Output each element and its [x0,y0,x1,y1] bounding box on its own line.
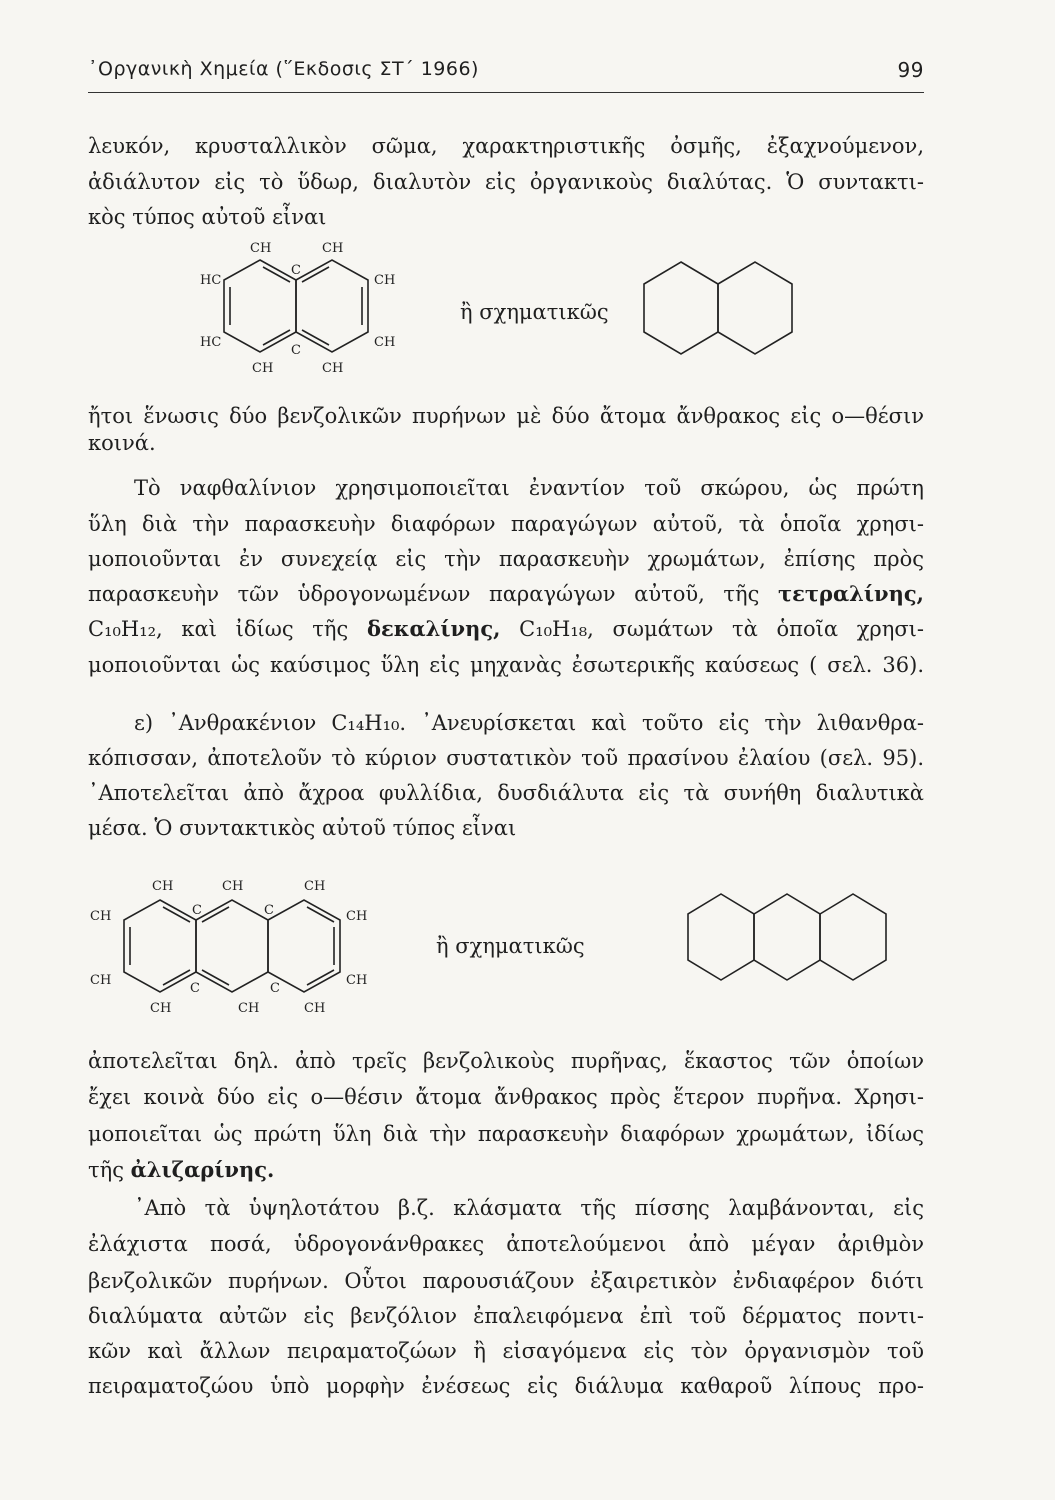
text-line [88,576,924,612]
naphthalene-structural-formula [190,232,420,392]
formula-tetralin: C₁₀H₁₂, [88,617,163,641]
formula-decalin: C₁₀H₁₈, [500,617,594,641]
atom-label: CH [150,1001,172,1016]
atom-label: C [264,903,274,918]
text-line: ἤτοι ἕνωσις δύο βενζολικῶν πυρήνων μὲ δύο ἄτομα ἄνθρακος εἰς ο—θέσιν [88,404,924,428]
text-line: διαλύματα αὐτῶν εἰς βενζόλιον ἐπαλειφόμενα ἐπὶ τοῦ δέρματος ποντι- [88,1304,924,1328]
text-line: κὸς τύπος αὐτοῦ εἶναι [88,205,327,229]
term-alizarin: ἀλιζαρίνης. [130,1157,275,1182]
text-line: πειραματοζώου ὑπὸ μορφὴν ἐνέσεως εἰς διάλυμα καθαροῦ λίπους προ- [88,1374,924,1398]
term-decalin: δεκαλίνης, [366,616,501,641]
text-line: βενζολικῶν πυρήνων. Οὗτοι παρουσιάζουν ἐξαιρετικὸν ἐνδιαφέρον διότι [88,1269,924,1293]
atom-label: CH [238,1001,260,1016]
text-line [88,611,924,647]
text-line: μοποιεῖται ὡς πρώτη ὕλη διὰ τὴν παρασκευὴν διαφόρων χρωμάτων, ἰδίως [88,1122,924,1146]
atom-label: CH [374,273,396,288]
atom-label: C [291,343,301,358]
text-line: ἐλάχιστα ποσά, ὑδρογονάνθρακες ἀποτελούμενοι ἀπὸ μέγαν ἀριθμὸν [88,1232,924,1256]
atom-label: CH [346,909,368,924]
atom-label: CH [90,909,112,924]
atom-label: CH [90,973,112,988]
text-line: μέσα. Ὁ συντακτικὸς αὐτοῦ τύπος εἶναι [88,816,517,840]
atom-label: C [270,981,280,996]
text-line: μοποιοῦνται ἐν συνεχείᾳ εἰς τὴν παρασκευὴν χρωμάτων, ἐπίσης πρὸς [88,547,924,571]
atom-label: CH [222,879,244,894]
schematic-label: ἢ σχηματικῶς [436,934,585,958]
atom-label: CH [374,335,396,350]
text-line [88,1152,924,1188]
text-span: παρασκευὴν τῶν ὑδρογονωμένων παραγώγων αὐτοῦ, τῆς [88,582,779,606]
atom-label: HC [200,273,222,288]
text-span: σωμάτων τὰ ὁποῖα χρησι- [593,617,925,641]
atom-label: HC [200,335,222,350]
text-line: ὕλη διὰ τὴν παρασκευὴν διαφόρων παραγώγων αὐτοῦ, τὰ ὁποῖα χρησι- [88,512,924,536]
text-line: Τὸ ναφθαλίνιον χρησιμοποιεῖται ἐναντίον τοῦ σκώρου, ὡς πρώτη [134,476,924,500]
anthracene-structural-formula [80,870,420,1030]
atom-label: CH [304,1001,326,1016]
text-line: κοινά. [88,431,156,455]
text-line: λευκόν, κρυσταλλικὸν σῶμα, χαρακτηριστικῆς ὀσμῆς, ἐξαχνούμενον, [88,134,924,158]
atom-label: CH [304,879,326,894]
text-line: ἀδιάλυτον εἰς τὸ ὕδωρ, διαλυτὸν εἰς ὀργανικοὺς διαλύτας. Ὁ συντακτι- [88,170,924,194]
atom-label: CH [346,973,368,988]
atom-label: CH [322,241,344,256]
atom-label: CH [322,361,344,376]
text-line: ε) ᾿Ανθρακένιον C₁₄H₁₀. ᾿Ανευρίσκεται καὶ τοῦτο εἰς τὴν λιθανθρα- [134,711,924,735]
atom-label: C [190,981,200,996]
page-number: 99 [897,58,924,82]
term-tetralin: τετραλίνης, [778,581,924,606]
text-span: καὶ ἰδίως τῆς [162,617,367,641]
text-line: ἔχει κοινὰ δύο εἰς ο—θέσιν ἄτομα ἄνθρακος πρὸς ἕτερον πυρῆνα. Χρησι- [88,1085,924,1109]
text-span: τῆς [88,1158,131,1182]
naphthalene-schematic [636,252,806,382]
atom-label: C [291,263,301,278]
text-line: μοποιοῦνται ὡς καύσιμος ὕλη εἰς μηχανὰς ἐσωτερικῆς καύσεως ( σελ. 36). [88,653,924,677]
text-line: ᾿Απὸ τὰ ὑψηλοτάτου β.ζ. κλάσματα τῆς πίσσης λαμβάνονται, εἰς [134,1196,924,1220]
running-header [88,56,924,88]
header-rule [88,92,924,93]
anthracene-schematic [680,880,910,1010]
schematic-label: ἢ σχηματικῶς [460,300,609,324]
running-title: ᾿Οργανικὴ Χημεία (῞Εκδοσις ΣΤ΄ 1966) [88,58,479,80]
atom-label: C [192,903,202,918]
text-line: ᾿Αποτελεῖται ἀπὸ ἄχροα φυλλίδια, δυσδιάλυτα εἰς τὰ συνήθη διαλυτικὰ [88,781,924,805]
atom-label: CH [250,241,272,256]
text-line: κῶν καὶ ἄλλων πειραματοζώων ἢ εἰσαγόμενα εἰς τὸν ὀργανισμὸν τοῦ [88,1339,924,1363]
text-line: κόπισσαν, ἀποτελοῦν τὸ κύριον συστατικὸν τοῦ πρασίνου ἐλαίου (σελ. 95). [88,746,924,770]
atom-label: CH [252,361,274,376]
atom-label: CH [152,879,174,894]
text-line: ἀποτελεῖται δηλ. ἀπὸ τρεῖς βενζολικοὺς πυρῆνας, ἕκαστος τῶν ὁποίων [88,1049,924,1073]
